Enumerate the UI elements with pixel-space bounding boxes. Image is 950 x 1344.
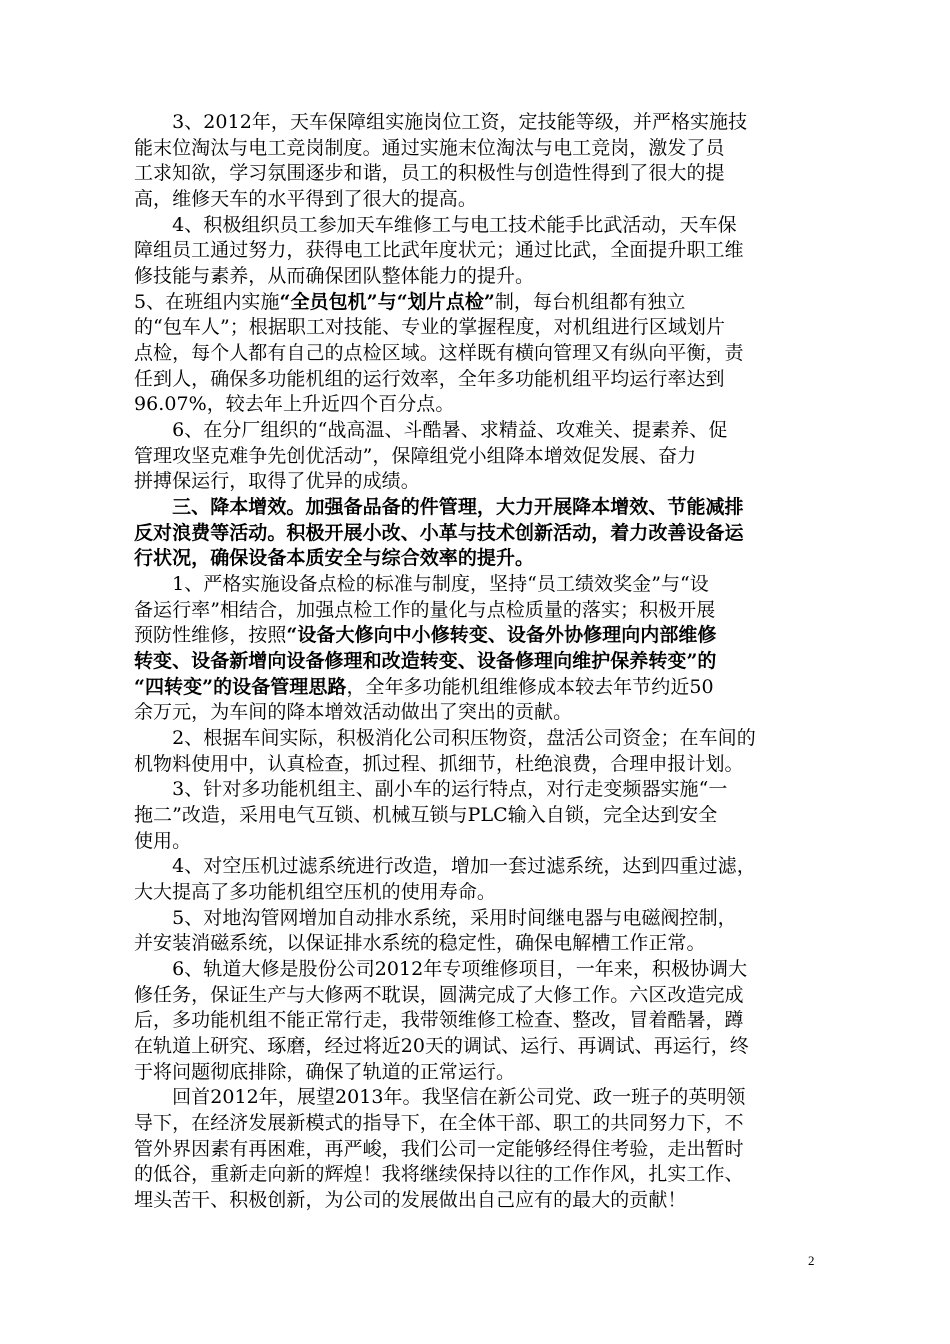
text-segment: 于将问题彻底排除，确保了轨道的正常运行。 (134, 1060, 516, 1083)
text-segment: 后，多功能机组不能正常行走，我带领维修工检查、整改，冒着酷暑，蹲 (134, 1009, 744, 1032)
text-segment: 修技能与素养，从而确保团队整体能力的提升。 (134, 265, 535, 287)
text-segment: 1、严格实施设备点检的标准与制度，坚持“员工绩效奖金”与“设 (134, 573, 709, 595)
text-segment: 6、轨道大修是股份公司2012年专项维修项目，一年来，积极协调大 (134, 958, 748, 980)
text-segment: 3、针对多功能机组主、副小车的运行特点，对行走变频器实施“一 (134, 778, 728, 801)
text-segment: 并安装消磁系统，以保证排水系统的稳定性，确保电解槽工作正常。 (134, 932, 706, 955)
text-segment: 制，每台机组都有独立 (494, 290, 686, 313)
text-segment: 任到人，确保多功能机组的运行效率，全年多功能机组平均运行率达到 (134, 367, 725, 390)
text-segment: 在轨道上研究、琢磨，经过将近20天的调试、运行、再调试、再运行，终 (134, 1035, 749, 1057)
text-segment: 埋头苦干、积极创新，为公司的发展做出自己应有的最大的贡献！ (134, 1189, 687, 1211)
text-segment: 6、在分厂组织的“战高温、斗酷暑、求精益、攻难关、提素养、促 (134, 419, 728, 441)
text-segment: 大大提高了多功能机组空压机的使用寿命。 (134, 881, 496, 903)
text-segment: 能末位淘汰与电工竞岗制度。通过实施末位淘汰与电工竞岗，激发了员 (134, 136, 725, 159)
text-line (134, 1184, 824, 1216)
text-segment: 3、2012年，天车保障组实施岗位工资，定技能等级，并严格实施技 (134, 111, 748, 133)
text-segment: 4、对空压机过滤系统进行改造，增加一套过滤系统，达到四重过滤， (134, 855, 756, 878)
text-segment: 的低谷，重新走向新的辉煌！我将继续保持以往的工作作风，扎实工作、 (134, 1163, 744, 1186)
text-segment: 机物料使用中，认真检查，抓过程、抓细节，杜绝浪费，合理申报计划。 (134, 752, 744, 775)
text-segment: 高，维修天车的水平得到了很大的提高。 (134, 188, 477, 210)
text-segment: 修任务，保证生产与大修两不耽误，圆满完成了大修工作。六区改造完成 (134, 983, 744, 1006)
text-segment: ，全年多功能机组维修成本较去年节约近50 (346, 675, 714, 698)
bold-text-segment: 行状况，确保设备本质安全与综合效率的提升。 (134, 547, 535, 570)
text-segment: 管外界因素有再困难，再严峻，我们公司一定能够经得住考验，走出暂时 (134, 1137, 744, 1160)
text-segment: 使用。 (134, 829, 192, 852)
text-segment: 拼搏保运行，取得了优异的成绩。 (134, 470, 420, 493)
bold-text-segment: “设备大修向中小修转变、设备外协修理向内部维修 (286, 624, 717, 647)
text-segment: 障组员工通过努力，获得电工比武年度状元；通过比武，全面提升职工维 (134, 239, 744, 262)
bold-text-segment: “四转变”的设备管理思路 (134, 675, 347, 698)
text-segment: 5、在班组内实施 (134, 290, 280, 313)
page-number: 2 (808, 1253, 815, 1268)
text-segment: 5、对地沟管网增加自动排水系统，采用时间继电器与电磁阀控制， (134, 906, 737, 929)
text-segment: 点检，每个人都有自己的点检区域。这样既有横向管理又有纵向平衡，责 (134, 342, 744, 364)
bold-text-segment: 三、降本增效。加强备品备的件管理，大力开展降本增效、节能减排 (134, 496, 744, 518)
text-segment: 工求知欲，学习氛围逐步和谐，员工的积极性与创造性得到了很大的提 (134, 162, 725, 185)
text-segment: 2、根据车间实际，积极消化公司积压物资，盘活公司资金；在车间的 (134, 727, 756, 749)
text-segment: 预防性维修，按照 (134, 624, 287, 647)
bold-text-segment: 转变、设备新增向设备修理和改造转变、设备修理向维护保养转变”的 (134, 650, 717, 672)
text-segment: 拖二”改造，采用电气互锁、机械互锁与PLC输入自锁，完全达到安全 (134, 804, 718, 826)
text-segment: 回首2012年，展望2013年。我坚信在新公司党、政一班子的英明领 (134, 1086, 746, 1109)
text-segment: 96.07%，较去年上升近四个百分点。 (134, 393, 455, 416)
text-segment: 余万元，为车间的降本增效活动做出了突出的贡献。 (134, 701, 573, 724)
text-segment: 导下，在经济发展新模式的指导下，在全体干部、职工的共同努力下，不 (134, 1112, 744, 1134)
bold-text-segment: “全员包机”与“划片点检” (279, 290, 495, 313)
text-segment: 的“包车人”；根据职工对技能、专业的掌握程度，对机组进行区域划片 (134, 316, 726, 339)
text-segment: 4、积极组织员工参加天车维修工与电工技术能手比武活动，天车保 (134, 213, 737, 236)
text-segment: 备运行率”相结合，加强点检工作的量化与点检质量的落实；积极开展 (134, 598, 716, 621)
bold-text-segment: 反对浪费等活动。积极开展小改、小革与技术创新活动，着力改善设备运 (134, 521, 744, 544)
text-segment: 管理攻坚克难争先创优活动”，保障组党小组降本增效促发展、奋力 (134, 444, 697, 467)
